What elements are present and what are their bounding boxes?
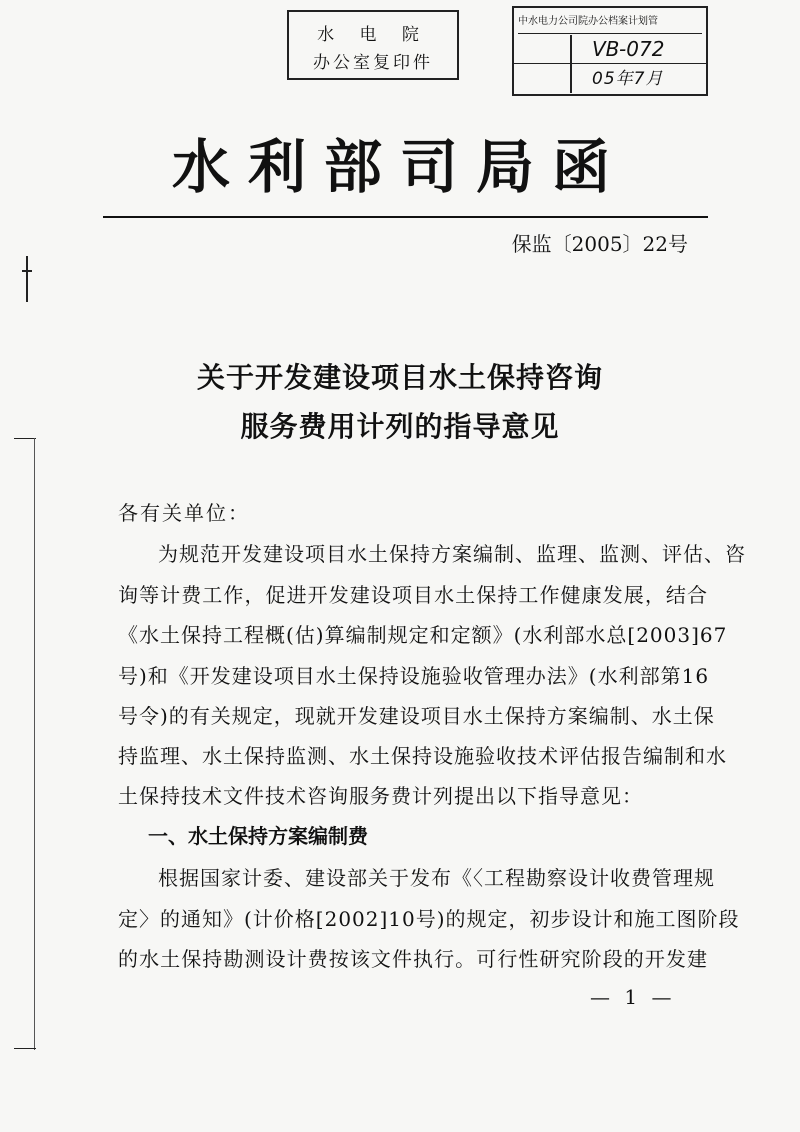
receipt-stamp bbox=[512, 6, 708, 96]
office-copy-stamp bbox=[287, 10, 459, 80]
header-divider bbox=[103, 216, 708, 218]
paragraph-line: 《水土保持工程概(估)算编制规定和定额》(水利部水总[2003]67 bbox=[118, 623, 728, 647]
stamp-line-1: 水 电 院 bbox=[317, 25, 429, 45]
document-title-line-1: 关于开发建设项目水土保持咨询 bbox=[196, 361, 603, 394]
paragraph-line: 号令)的有关规定，现就开发建设项目水土保持方案编制、水土保 bbox=[118, 704, 715, 728]
section-heading: 一、水土保持方案编制费 bbox=[148, 824, 368, 848]
stamp-line-2: 办公室复印件 bbox=[313, 53, 433, 73]
paragraph-line: 询等计费工作，促进开发建设项目水土保持工作健康发展，结合 bbox=[118, 583, 708, 607]
paragraph-line: 根据国家计委、建设部关于发布《〈工程勘察设计收费管理规 bbox=[158, 866, 715, 890]
receipt-stamp-header: 中水电力公司院办公档案计划管 bbox=[518, 11, 702, 34]
paragraph-line: 持监理、水土保持监测、水土保持设施验收技术评估报告编制和水 bbox=[118, 744, 727, 768]
scan-mark bbox=[14, 1048, 36, 1049]
scan-mark bbox=[26, 256, 28, 302]
paragraph-line: 的水土保持勘测设计费按该文件执行。可行性研究阶段的开发建 bbox=[118, 947, 708, 971]
scan-mark bbox=[22, 270, 32, 272]
organization-header: 水利部司局函 bbox=[171, 133, 628, 201]
receipt-number: VB-072 bbox=[592, 37, 665, 61]
document-title-line-2: 服务费用计列的指导意见 bbox=[240, 410, 560, 443]
scan-edge-line bbox=[34, 438, 35, 1050]
receipt-date: 05年7月 bbox=[592, 69, 664, 89]
paragraph-line: 定〉的通知》(计价格[2002]10号)的规定，初步设计和施工图阶段 bbox=[118, 907, 740, 931]
page-number: — 1 — bbox=[590, 985, 676, 1009]
salutation: 各有关单位： bbox=[118, 501, 250, 525]
paragraph-line: 号)和《开发建设项目水土保持设施验收管理办法》(水利部第16 bbox=[118, 664, 710, 688]
paragraph-line: 土保持技术文件技术咨询服务费计列提出以下指导意见： bbox=[118, 784, 643, 808]
scan-mark bbox=[14, 438, 36, 439]
paragraph-line: 为规范开发建设项目水土保持方案编制、监理、监测、评估、咨 bbox=[158, 542, 746, 566]
document-number: 保监〔2005〕22号 bbox=[511, 232, 688, 256]
receipt-stamp-row bbox=[514, 35, 706, 64]
receipt-stamp-row bbox=[514, 65, 706, 93]
